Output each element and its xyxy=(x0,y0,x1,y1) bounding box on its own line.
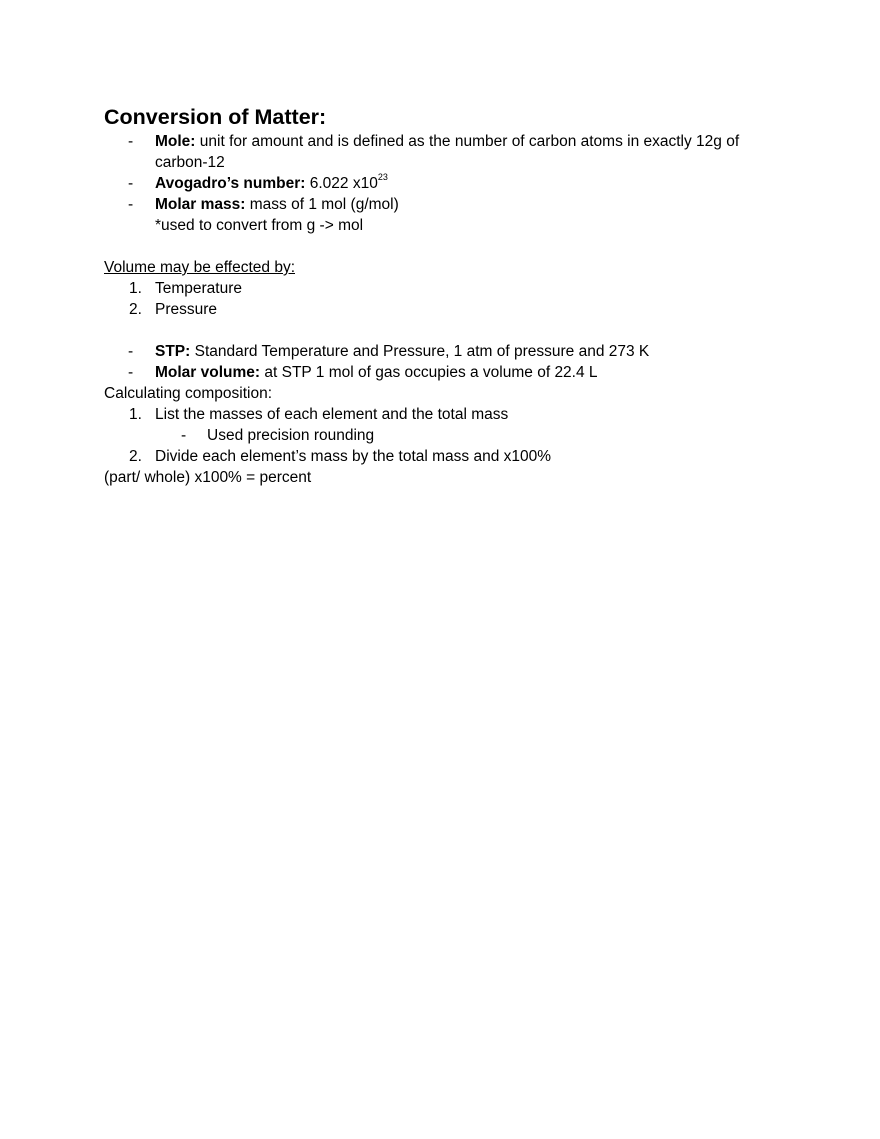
definition-text xyxy=(104,341,784,362)
list-item xyxy=(104,131,784,173)
definition-text xyxy=(104,362,784,383)
definition-term: Mole: xyxy=(155,133,196,150)
sub-list-item-text: Used precision rounding xyxy=(207,427,375,444)
list-number: 2. xyxy=(129,448,142,465)
definition-body: mass of 1 mol (g/mol) xyxy=(245,196,399,213)
list-item xyxy=(104,362,784,383)
spacer xyxy=(104,320,784,341)
definition-body: 6.022 x10 xyxy=(305,175,378,192)
list-item xyxy=(104,446,784,467)
molar-mass-note: *used to convert from g -> mol xyxy=(155,217,364,234)
list-number: 1. xyxy=(129,280,142,297)
list-item-text: Temperature xyxy=(155,280,243,297)
volume-heading: Volume may be effected by: xyxy=(104,259,295,276)
list-item-text: Divide each element’s mass by the total mass and x100% xyxy=(155,448,552,465)
list-item xyxy=(104,278,784,299)
bullet-dash: - xyxy=(128,343,134,360)
page-title: Conversion of Matter: xyxy=(104,105,327,129)
document-content xyxy=(104,104,784,488)
definition-term: STP: xyxy=(155,343,191,360)
list-number: 2. xyxy=(129,301,142,318)
bullet-dash: - xyxy=(128,196,134,213)
bullet-dash: - xyxy=(181,427,187,444)
list-item xyxy=(104,404,784,425)
sub-list-item xyxy=(104,425,784,446)
list-item xyxy=(104,299,784,320)
list-item-text: List the masses of each element and the total mass xyxy=(155,406,509,423)
list-number: 1. xyxy=(129,406,142,423)
bullet-dash: - xyxy=(128,175,134,192)
definition-body: at STP 1 mol of gas occupies a volume of 22.4 L xyxy=(260,364,598,381)
section-heading xyxy=(104,257,784,278)
definition-body: Standard Temperature and Pressure, 1 atm of pressure and 273 K xyxy=(190,343,650,360)
composition-heading: Calculating composition: xyxy=(104,385,273,402)
list-item-text: Pressure xyxy=(155,301,218,318)
exponent: 23 xyxy=(377,171,388,182)
definition-text xyxy=(104,194,784,215)
definition-term: Molar mass: xyxy=(155,196,246,213)
definition-term: Avogadro’s number: xyxy=(155,175,306,192)
list-item xyxy=(104,341,784,362)
bullet-dash: - xyxy=(128,364,134,381)
definition-text xyxy=(104,173,784,194)
definition-term: Molar volume: xyxy=(155,364,261,381)
definition-body: unit for amount and is defined as the number of carbon atoms in exactly 12g of carbon-12 xyxy=(155,133,740,171)
spacer xyxy=(104,236,784,257)
formula-line: (part/ whole) x100% = percent xyxy=(104,469,312,486)
definition-text xyxy=(104,131,784,173)
list-item xyxy=(104,173,784,194)
bullet-dash: - xyxy=(128,133,134,150)
list-item xyxy=(104,194,784,215)
